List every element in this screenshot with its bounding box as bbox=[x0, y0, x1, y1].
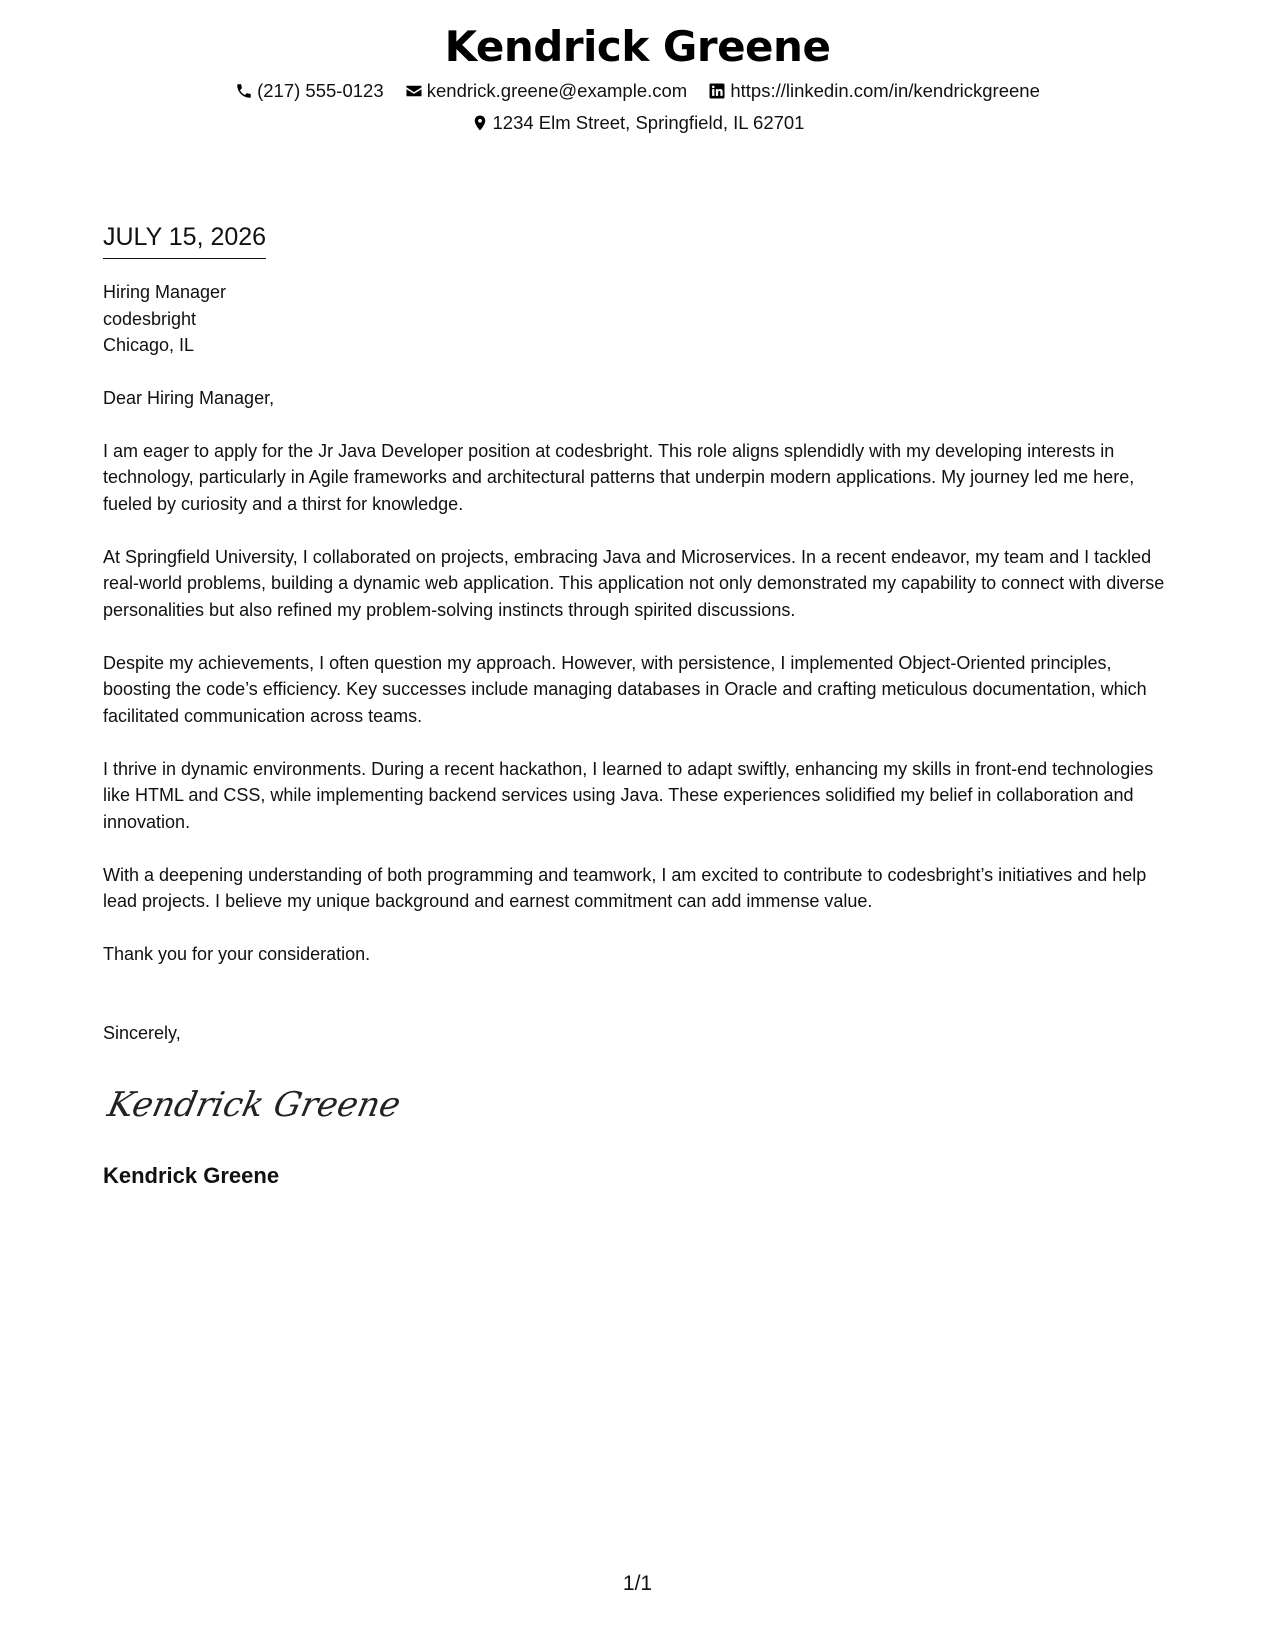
paragraph: Despite my achievements, I often question my approach. However, with persistence, I implemented Object-Oriented principles, boosting the code’s efficiency. Key successes include managing databases in Oracle and crafting meticulous documentation, which facilitated communication across teams. bbox=[103, 652, 1147, 726]
recipient-location: Chicago, IL bbox=[103, 335, 195, 355]
paragraph: At Springfield University, I collaborated on projects, embracing Java and Microservices. In a recent endeavor, my team and I tackled real-world problems, building a dynamic web application. This application not only demonstrated my capability to connect with diverse personalities but also refined my problem-solving instincts through spirited discussions. bbox=[103, 546, 1165, 620]
paragraph: I thrive in dynamic environments. During a recent hackathon, I learned to adapt swiftly, enhancing my skills in front-end technologies like HTML and CSS, while implementing backend services using Java. These experiences solidified my belief in collaboration and innovation. bbox=[103, 758, 1154, 832]
recipient-block bbox=[103, 279, 1173, 359]
recipient-title: Hiring Manager bbox=[103, 282, 227, 302]
contact-row bbox=[0, 80, 1275, 105]
address-text: 1234 Elm Street, Springfield, IL 62701 bbox=[492, 112, 805, 133]
linkedin-text: https://linkedin.com/in/kendrickgreene bbox=[730, 80, 1040, 101]
map-pin-icon bbox=[471, 114, 489, 132]
letter-date: JULY 15, 2026 bbox=[103, 220, 266, 259]
salutation: Dear Hiring Manager, bbox=[103, 387, 275, 408]
phone-icon bbox=[235, 82, 253, 100]
address-row bbox=[0, 112, 1275, 137]
applicant-name: Kendrick Greene bbox=[444, 22, 831, 71]
contact-phone[interactable] bbox=[235, 80, 384, 102]
recipient-company: codesbright bbox=[103, 308, 197, 329]
contact-email[interactable] bbox=[405, 80, 687, 102]
linkedin-icon bbox=[708, 82, 726, 100]
contact-address bbox=[471, 112, 805, 134]
paragraph: Thank you for your consideration. bbox=[103, 944, 371, 964]
signature-image bbox=[103, 1074, 405, 1134]
phone-text: (217) 555-0123 bbox=[257, 80, 384, 101]
email-text: kendrick.greene@example.com bbox=[426, 80, 688, 101]
svg-text:Kendrick Greene: Kendrick Greene bbox=[104, 1085, 405, 1125]
signed-name: Kendrick Greene bbox=[103, 1163, 280, 1188]
paragraph: With a deepening understanding of both programming and teamwork, I am excited to contribute to codesbright’s initiatives and help lead projects. I believe my unique background and earnest commitment can add immense value. bbox=[103, 864, 1147, 911]
contact-linkedin[interactable] bbox=[708, 80, 1040, 102]
closing: Sincerely, bbox=[103, 1022, 181, 1043]
paragraph: I am eager to apply for the Jr Java Developer position at codesbright. This role aligns splendidly with my developing interests in technology, particularly in Agile frameworks and architectural patterns that underpin modern applications. My journey led me here, fueled by curiosity and a thirst for knowledge. bbox=[103, 440, 1135, 514]
envelope-icon bbox=[405, 82, 423, 100]
letter-body bbox=[103, 220, 1173, 1190]
page-number: 1/1 bbox=[622, 1572, 653, 1595]
